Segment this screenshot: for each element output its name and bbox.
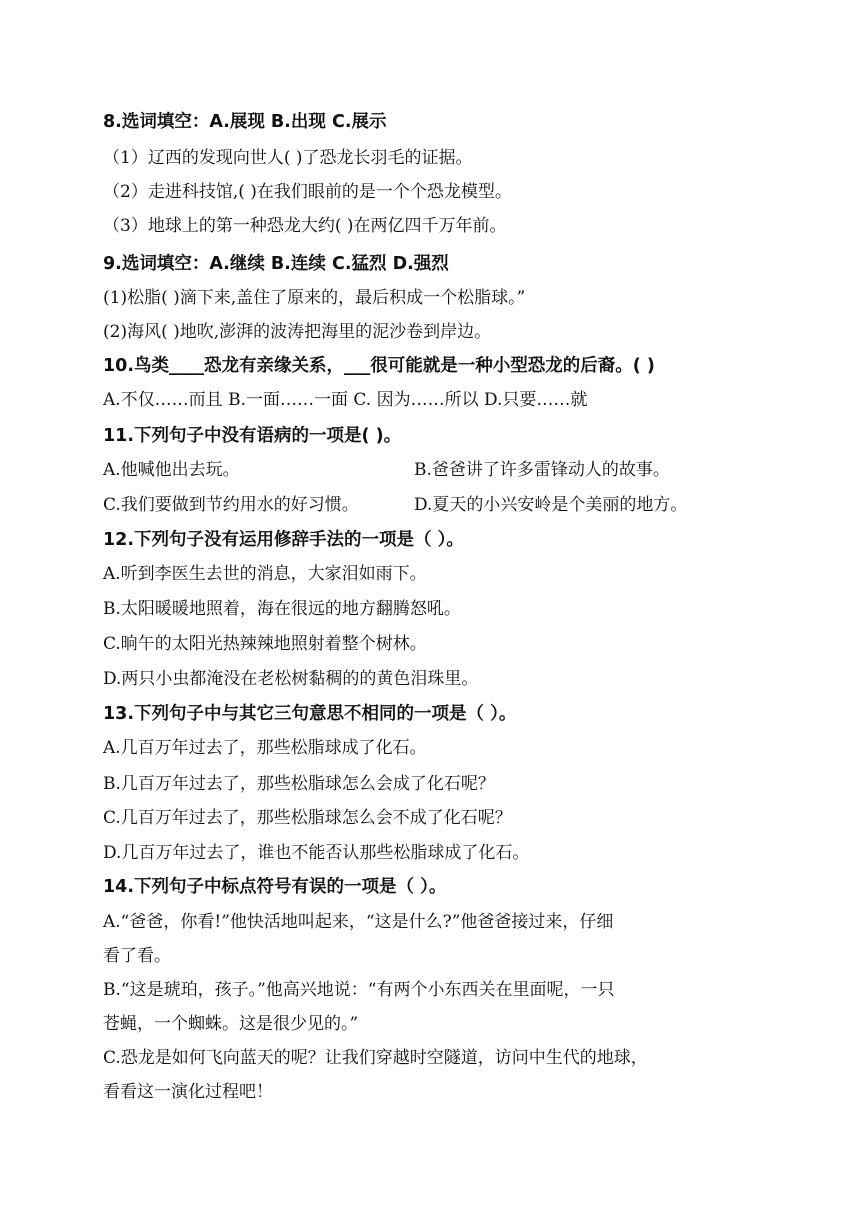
question-12-option-c: C.晌午的太阳光热辣辣地照射着整个树林。 — [103, 634, 427, 654]
question-13-option-d: D.几百万年过去了，谁也不能否认那些松脂球成了化石。 — [103, 843, 530, 863]
question-9-item-2: (2)海风( )地吹,澎湃的波涛把海里的泥沙卷到岸边。 — [103, 322, 492, 342]
question-11-option-c: C.我们要做到节约用水的好习惯。 — [103, 495, 359, 515]
question-13-option-b: B.几百万年过去了，那些松脂球怎么会成了化石呢？ — [103, 774, 495, 794]
question-14-option-b-line-1: B.“这是琥珀，孩子。”他高兴地说：“有两个小东西关在里面呢，一只 — [103, 980, 615, 1000]
question-10-title: 10.鸟类____恐龙有亲缘关系，___很可能就是一种小型恐龙的后裔。( ) — [103, 356, 655, 376]
question-8-item-3: （3）地球上的第一种恐龙大约( )在两亿四千万年前。 — [103, 216, 507, 236]
question-8-item-2: （2）走进科技馆,( )在我们眼前的是一个个恐龙模型。 — [103, 182, 512, 202]
question-11-title: 11.下列句子中没有语病的一项是( )。 — [103, 426, 402, 446]
question-13-option-c: C.几百万年过去了，那些松脂球怎么会不成了化石呢？ — [103, 808, 512, 828]
question-9-title: 9.选词填空：A.继续 B.连续 C.猛烈 D.强烈 — [103, 254, 449, 274]
question-12-option-d: D.两只小虫都淹没在老松树黏稠的的黄色泪珠里。 — [103, 669, 479, 689]
question-12-option-a: A.听到李医生去世的消息，大家泪如雨下。 — [103, 564, 427, 584]
question-13-title: 13.下列句子中与其它三句意思不相同的一项是（ ）。 — [103, 704, 517, 724]
question-11-option-b: B.爸爸讲了许多雷锋动人的故事。 — [414, 460, 670, 480]
question-12-option-b: B.太阳暖暖地照着，海在很远的地方翻腾怒吼。 — [103, 599, 461, 619]
question-14-title: 14.下列句子中标点符号有误的一项是（ ）。 — [103, 877, 447, 897]
question-14-option-c-line-2: 看看这一演化过程吧！ — [103, 1082, 273, 1102]
question-10-options: A.不仅……而且 B.一面……一面 C. 因为……所以 D.只要……就 — [103, 390, 588, 410]
question-8-item-1: （1）辽西的发现向世人( )了恐龙长羽毛的证据。 — [103, 148, 473, 168]
question-14-option-c-line-1: C.恐龙是如何飞向蓝天的呢？让我们穿越时空隧道，访问中生代的地球， — [103, 1048, 648, 1068]
question-13-option-a: A.几百万年过去了，那些松脂球成了化石。 — [103, 738, 427, 758]
question-12-title: 12.下列句子没有运用修辞手法的一项是（ ）。 — [103, 530, 464, 550]
question-14-option-b-line-2: 苍蝇，一个蜘蛛。这是很少见的。” — [103, 1014, 359, 1034]
question-14-option-a-line-1: A.“爸爸，你看!”他快活地叫起来，“这是什么?”他爸爸接过来，仔细 — [103, 912, 614, 932]
question-14-option-a-line-2: 看了看。 — [103, 946, 171, 966]
question-9-item-1: (1)松脂( )滴下来,盖住了原来的，最后积成一个松脂球。” — [103, 288, 526, 308]
question-11-option-d: D.夏天的小兴安岭是个美丽的地方。 — [414, 495, 688, 515]
question-11-option-a: A.他喊他出去玩。 — [103, 460, 240, 480]
question-8-title: 8.选词填空：A.展现 B.出现 C.展示 — [103, 112, 387, 132]
